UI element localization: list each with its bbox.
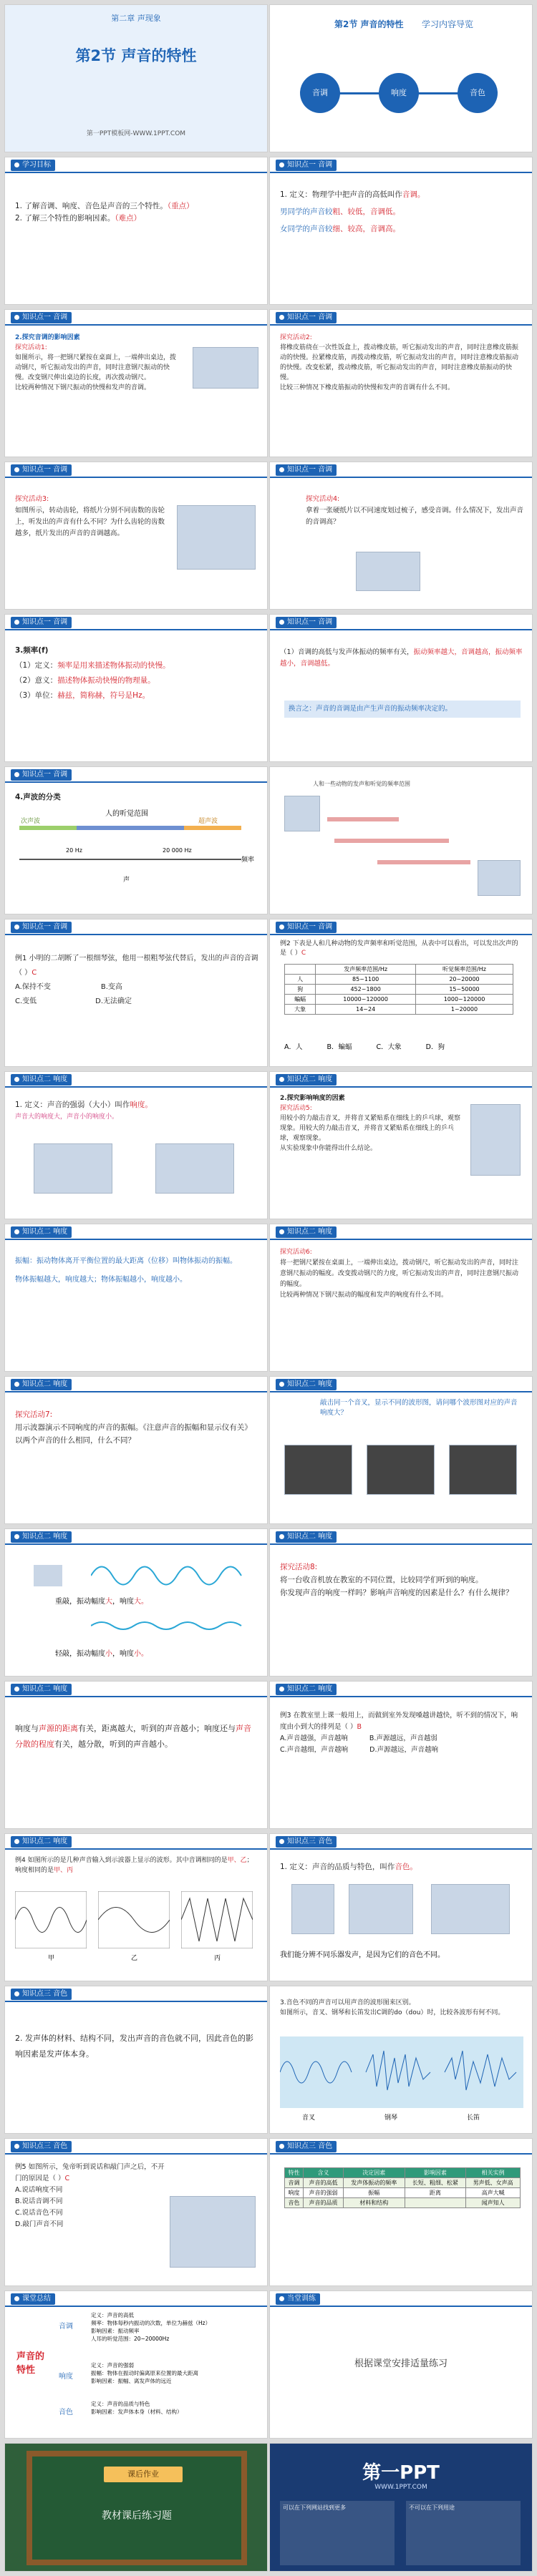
freq-def: 频率是用来描述物体振动的快慢。 [57,661,170,670]
timbre-def: 1. 定义：声音的品质与特色，叫作 [280,1863,395,1871]
slide-sound-classes [4,766,268,914]
amplitude-rule: 物体振幅越大，响度越大；物体振幅越小，响度越小。 [15,1276,187,1284]
header-tag: 知识点一 音调 [276,617,337,628]
goal-1-note: （重点） [167,202,194,210]
activity-label: 探究活动1: [15,344,47,351]
option-b: B．蝙蝠 [326,1043,352,1051]
activity-label: 探究活动4: [306,495,340,503]
gear-image [177,505,256,570]
distance-text-3: 有关，越分散，听到的声音越小。 [54,1740,173,1749]
scope-2 [367,1445,435,1495]
activity-text: 用较小的力敲击音叉，并将音叉紧贴系在细线上的乒乓球，观察现象。用较大的力敲击音叉，并将音叉紧贴系在细线上的乒乓球，观察现象。 [280,1115,461,1142]
timbre-wave-text-2: 如图所示，音叉、钢琴和长笛发出C调的do（dou）时，比较各波形有何不同。 [280,2009,505,2016]
timbre-note: 我们能分辨不同乐器发声，是因为它们的音色不同。 [280,1951,445,1959]
header-tag: 知识点三 音色 [11,1989,72,2000]
slide-activity-6 [269,1224,533,1372]
slide-brand [269,2443,533,2572]
slide-overview [269,4,533,152]
pitch-def: 1. 定义：物理学中把声音的高低叫作 [280,190,402,199]
person-image [284,796,320,831]
goal-2: 2. 了解三个特性的影响因素。 [15,214,115,223]
distance-text-1: 响度与 [15,1724,39,1733]
section-title: 2.探究影响响度的因素 [280,1095,345,1102]
slide-activity-4 [269,462,533,610]
question: 例4 如图所示的是几种声音输入到示波器上显示的波形。其中音调相同的是 [15,1857,228,1864]
section-title: 4.声波的分类 [15,793,61,801]
dispersion-term: 声音分散的程度 [15,1724,251,1749]
activity-text-2: 以两个声音的什么相同，什么不同？ [15,1436,135,1445]
option-d: D.声源越远，声音越响 [369,1746,438,1754]
activity-text-2: 比较三种情况下橡皮筋振动的快慢和发声的音调有什么不同。 [280,384,455,391]
option-a: A．人 [284,1043,303,1051]
slide-amplitude [4,1224,268,1372]
distance-term: 声源的距离 [39,1724,78,1733]
practice-text: 根据课堂安排适量练习 [354,2358,448,2369]
option-a: A.声音越强，声音越响 [280,1735,348,1742]
answer: C [64,2175,70,2182]
activity-text: 如图所示，转动齿轮，将纸片分别不同齿数的齿轮上，听发出的声音有什么不同？为什么齿轮的齿数越多，纸片发出的声音的音调越高。 [15,507,165,537]
slide-title [4,4,268,152]
option-a: A.说话响度不同 [15,2186,63,2194]
female-voice: 女同学的声音较 [280,225,333,233]
option-a: A.保持不变 [15,983,51,991]
header-tag: 知识点一 音调 [276,464,337,476]
slide-example-2 [269,919,533,1067]
loudness-def: 1. 定义：声音的强弱（大小）叫作 [15,1101,130,1109]
activity-text: 将橡皮筋绕在一次性饭盒上，拨动橡皮筋，听它振动发出的声音，同时注意橡皮筋振动的快慢。拉紧橡皮筋，再拨动橡皮筋，听它振动发出的声音，同时注意橡皮筋振动的快慢。改变松紧，拨动橡皮筋，听它振动发出的声音，同时注意橡皮筋振动的快慢。 [280,344,519,381]
slide-activity-2 [269,309,533,457]
audible-bar [77,826,184,830]
tick-20hz: 20 Hz [66,847,82,854]
goal-2-note: （难点） [115,214,142,223]
piano-image [349,1884,413,1934]
activity-text: 用示波器演示不同响度的声音的振幅。《注意声音的振幅和显示仪有关》 [15,1423,252,1432]
pitch-details: 定义：声音的高低 频率：物体每秒内振动的次数，单位为赫兹（Hz） 影响因素：振动频率 人耳的听觉范围：20~20000Hz [91,2312,211,2342]
chart-caption: 人和一些动物的发声和听觉的频率范围 [313,781,410,787]
homework-tag: 课后作业 [104,2467,183,2482]
range-bar-2 [334,839,449,843]
header-tag: 知识点二 响度 [276,1531,337,1543]
goal-1: 1. 了解音调、响度、音色是声音的三个特性。 [15,202,168,210]
summary-root: 声音的特性 [16,2351,45,2376]
header-tag: 知识点二 响度 [276,1074,337,1085]
header-tag: 知识点一 音调 [11,617,72,628]
slide-goals [4,157,268,305]
activity-text: 如图所示，将一把钢尺紧按在桌面上，一端伸出桌边，拨动钢尺，听它振动发出的声音，同时注意钢尺振动的快慢。改变钢尺伸出桌边的长度，再次拨动钢尺。 [15,354,177,381]
distance-text-2: 有关，距离越大，听到的声音越小；响度还与 [78,1724,236,1733]
slide-activity-7 [4,1376,268,1524]
question: 例2 下表是人和几种动物的发声频率和听觉范围，从表中可以看出，可以发出次声的是（ ） [280,940,518,957]
timbre-factors: 2. 发声体的材料、结构不同，发出声音的音色就不同，因此音色的影响因素是发声体本身。 [15,2034,253,2059]
header-tag: 知识点二 响度 [276,1379,337,1390]
slide-timbre-material [4,1986,268,2134]
homework-text: 教材课后练习题 [102,2510,172,2522]
infrasound-label: 次声波 [21,818,41,825]
option-b: B.变高 [100,983,122,991]
label-yi: 乙 [131,1955,138,1962]
ruler-image [193,347,258,389]
rabbit-image [170,2196,256,2268]
answer-1: 甲、乙 [227,1857,247,1864]
header-tag: 课堂总结 [11,2293,55,2305]
header-tag: 知识点二 响度 [11,1836,72,1848]
section-title: 2.探究音调的影响因素 [15,334,80,341]
hearing-range: 人的听觉范围 [105,810,148,818]
loudness-term: 响度。 [130,1101,153,1109]
heavy-strike: 重敲，振动幅度大，响度大。 [55,1598,148,1606]
label-fork: 音叉 [302,2114,316,2122]
pitch-freq-text: （1）音调的高低与发声体振动的频率有关， [280,648,414,656]
option-d: D.敲门声音不同 [15,2220,64,2228]
instrument-image-1 [291,1884,334,1934]
slide-distance [4,1681,268,1829]
speaker-image [34,1143,112,1194]
header-tag: 知识点一 音调 [11,312,72,323]
header-tag: 知识点一 音调 [11,464,72,476]
lesson-title: 第2节 声音的特性 [75,47,197,64]
header-tag: 知识点一 音调 [276,160,337,171]
tip-box: 换言之：声音的音调是由产生声音的振动频率决定的。 [284,701,521,718]
activity-text-2: 比较两种情况下钢尺振动的快慢和发声的音调。 [15,384,151,391]
range-bar-3 [377,860,470,864]
freq-unit: 赫兹，简称赫，符号是Hz。 [57,691,150,700]
answer: C [301,950,306,957]
timbre-wave-image [280,2036,523,2108]
label-bing: 丙 [214,1955,221,1962]
header-tag: 知识点三 音色 [276,2141,337,2152]
question-2: ；响度相同的是 [15,1857,253,1874]
slide-animal-ranges [269,766,533,914]
label-jia: 甲 [48,1955,55,1962]
slide-example-4 [4,1833,268,1981]
circle-pitch: 音调 [300,73,340,113]
data-table: 发声频率范围/Hz 听觉频率范围/Hz 人 85~1100 20~20000 狗 452~1800 15~50000 蝙蝠 10000~120000 1000~120000 大象 14~24 1~20000 [284,964,513,1015]
pitch-def-term: 音调。 [402,190,425,199]
header-tag: 知识点二 响度 [11,1379,72,1390]
timbre-term: 音色。 [395,1863,417,1871]
slide-class-summary [4,2290,268,2439]
branch-timbre: 音色 [59,2409,73,2416]
header-tag: 知识点二 响度 [11,1684,72,1695]
option-b: B.声源越远，声音越弱 [369,1735,437,1742]
wave-yi [98,1891,170,1948]
site-label: 第一PPT模板网-WWW.1PPT.COM [86,130,186,137]
activity-text-2: 从实验现象中你能得出什么结论。 [280,1145,377,1152]
activity-label: 探究活动5: [280,1105,312,1112]
header-tag: 知识点三 音色 [276,1836,337,1848]
activity-label: 探究活动8: [280,1563,318,1571]
header-tag: 学习目标 [11,160,55,171]
header-tag: 知识点二 响度 [276,1226,337,1238]
scope-3 [449,1445,517,1495]
activity-label: 探究活动3: [15,495,49,503]
slide-frequency [4,614,268,762]
chalkboard [26,2451,247,2565]
activity-text-2: 你发现声音的响度一样吗？影响声音响度的因素是什么？有什么规律？ [280,1589,513,1597]
instrument-image-3 [431,1884,510,1934]
activity-label: 探究活动7: [15,1410,53,1419]
fork-image-1 [19,1558,91,1594]
wave-small [91,1611,248,1640]
ultrasound-label: 超声波 [198,818,218,825]
loudness-note: 声音大的响度大，声音小的响度小。 [15,1113,119,1121]
slide-example-5 [4,2138,268,2286]
branch-loudness: 响度 [59,2373,73,2381]
slide-homework [4,2443,268,2572]
activity-text: 将一把钢尺紧按在桌面上，一端伸出桌边，拨动钢尺，听它振动发出的声音，同时注意钢尺振动的幅度。改变拨动钢尺的力度，听它振动发出的声音，同时注意钢尺振动的幅度。 [280,1259,519,1288]
male-voice-answer: 粗、较低，音调低。 [332,208,400,216]
timbre-details: 定义：声音的品质与特色 影响因素：发声体本身（材料、结构） [91,2401,183,2415]
overview-tag: 第2节 声音的特性 [334,19,404,29]
answer-2: 甲、丙 [54,1867,74,1874]
slide-timbre-def [269,1833,533,1981]
activity-text-2: 比较两种情况下钢尺振动的幅度和发声的响度有什么不同。 [280,1292,448,1299]
slide-activity-1 [4,309,268,457]
section-title: 3.频率(f) [15,646,49,655]
slide-loudness-def [4,1071,268,1219]
header-tag: 知识点一 音调 [276,312,337,323]
activity-label: 探究活动6: [280,1249,312,1256]
slide-example-3 [269,1681,533,1829]
brand-name: 第一PPT [362,2462,440,2484]
circle-timbre: 音色 [458,73,498,113]
pitch-freq-rule: 振动频率越大，音调越高，振动频率越小，音调越低。 [280,648,523,668]
freq-unit-label: （3）单位： [15,691,58,700]
axis-label: 频率 [241,857,255,864]
amplitude-def: 振幅：振动物体离开平衡位置的最大距离（位移）叫物体振动的振幅。 [15,1257,237,1265]
comb-image [356,552,420,591]
elephant-image [478,860,521,896]
header-tag: 当堂训练 [276,2293,320,2305]
listener-image [155,1143,234,1194]
slide-activity-3 [4,462,268,610]
activity-text: 拿着一张硬纸片以不同速度划过梳子，感受音调。什么情况下，发出声音的音调高？ [306,507,524,526]
light-strike: 轻敲，振动幅度小，响度小。 [55,1650,148,1658]
option-c: C.说话音色不同 [15,2209,63,2217]
slide-oscilloscope [269,1376,533,1524]
label-piano: 钢琴 [384,2114,398,2122]
option-b: B.说话音调不同 [15,2197,63,2205]
slide-pitch-freq [269,614,533,762]
female-voice-answer: 细、较高，音调高。 [332,225,400,233]
option-c: C.声音越细，声音越响 [280,1746,349,1754]
question-text: 敲击同一个音叉，显示不同的波形图，请问哪个波形图对应的声音响度大？ [320,1399,518,1417]
header-tag: 知识点一 音调 [276,922,337,933]
header-tag: 知识点一 音调 [11,922,72,933]
header-tag: 知识点二 响度 [11,1074,72,1085]
tick-20000hz: 20 000 Hz [163,847,192,854]
slide-waveforms [4,1528,268,1677]
sound-label: 声 [123,877,130,884]
question: 例5 如图所示，兔帝听到说话和敲门声之后，不开门的原因是（ ） [15,2163,165,2182]
range-bar-1 [327,817,399,821]
freq-meaning: 描述物体振动快慢的物理量。 [57,676,155,685]
scope-1 [284,1445,352,1495]
header-tag: 知识点二 响度 [276,1684,337,1695]
freq-def-label: （1）定义： [15,661,58,670]
ultrasound-bar [184,826,241,830]
label-flute: 长笛 [467,2114,480,2122]
header-tag: 知识点二 响度 [11,1226,72,1238]
tuning-fork-image [470,1104,521,1176]
wave-large [91,1558,248,1594]
branch-pitch: 音调 [59,2323,73,2331]
slide-practice [269,2290,533,2439]
header-tag: 知识点一 音调 [11,769,72,781]
wave-bing [181,1891,253,1948]
freq-meaning-label: （2）意义： [15,676,58,685]
activity-text: 将一台收音机放在教室的不同位置，比较同学们听到的响度。 [280,1576,483,1584]
slide-activity-5 [269,1071,533,1219]
header-tag: 知识点三 音色 [11,2141,72,2152]
answer: C [32,969,37,977]
chapter-label: 第二章 声现象 [111,14,161,23]
brand-box-left: 可以在下列网站找到更多 [280,2501,395,2565]
option-c: C．大象 [376,1043,402,1051]
option-c: C.变低 [15,997,37,1005]
activity-label: 探究活动2: [280,334,312,341]
options-row [284,1041,445,1051]
header-tag: 知识点二 响度 [11,1531,72,1543]
timbre-wave-text: 3.音色不同的声音可以用声音的波形图来区别。 [280,1999,415,2006]
infrasound-bar [19,826,77,830]
brand-box-right: 不可以在下列用途 [406,2501,521,2565]
question: 例1 小明的二胡断了一根细琴弦，他用一根粗琴弦代替后，发出的声音的音调（ ） [15,955,258,977]
brand-url: WWW.1PPT.COM [374,2484,427,2491]
summary-table: 特性 含义 决定因素 影响因素 相关实例 音调 声音的高低 发声体振动的频率 长短、粗细、松紧 男声低、女声高 响度 声音的强弱 振幅 距离 高声大喊 音色 声音的品质 材料和结构 闻声知人 [284,2167,521,2208]
question: 例3 在教室里上课一般用上，而做到室外发现嗓越讲越快，听不到的情况下，响度由小到大的排列是（ ） [280,1712,518,1731]
slide-pitch-def [269,157,533,305]
option-d: D.无法确定 [95,997,132,1005]
wave-jia [15,1891,87,1948]
slide-summary-table [269,2138,533,2286]
male-voice: 男同学的声音较 [280,208,333,216]
overview-subtitle: 学习内容导览 [422,19,474,29]
slide-timbre-waves [269,1986,533,2134]
slide-activity-8 [269,1528,533,1677]
circle-loudness: 响度 [379,73,419,113]
slide-example-1 [4,919,268,1067]
option-d: D．狗 [425,1043,445,1051]
axis-line [19,859,241,860]
loudness-details: 定义：声音的强弱 振幅：物体在振动时偏离原来位置的最大距离 影响因素：振幅、离发声体的远近 [91,2362,198,2384]
answer: B [357,1723,362,1731]
